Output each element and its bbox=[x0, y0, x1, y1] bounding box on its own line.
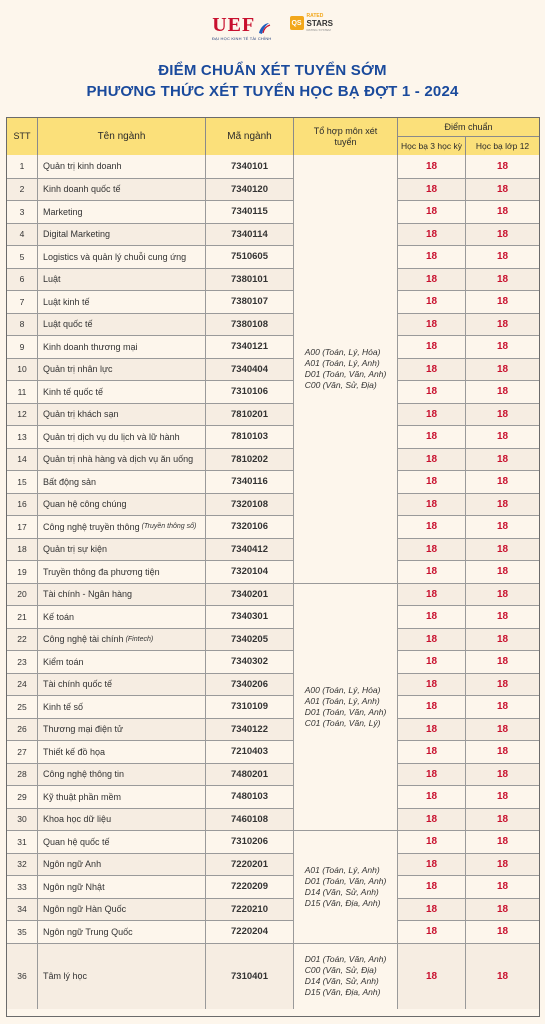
row-major-code: 7340121 bbox=[206, 336, 294, 358]
row-score-grade-12: 18 bbox=[496, 970, 509, 982]
row-major-name: Ngôn ngữ Nhật bbox=[38, 876, 206, 898]
row-major-code: 7310401 bbox=[206, 944, 294, 1009]
combo-line: D14 (Văn, Sử, Anh) bbox=[304, 886, 379, 897]
row-major-name: Ngôn ngữ Anh bbox=[38, 854, 206, 876]
row-major-name: Marketing bbox=[38, 201, 206, 223]
row-major-code: 7310109 bbox=[206, 696, 294, 718]
combo-line: A01 (Toán, Lý, Anh) bbox=[304, 695, 380, 706]
row-score-grade-12: 18 bbox=[496, 813, 509, 825]
row-score-grade-12: 18 bbox=[496, 678, 509, 690]
table-row bbox=[7, 493, 539, 516]
table-row bbox=[7, 830, 539, 853]
row-stt: 26 bbox=[7, 719, 38, 741]
row-stt: 13 bbox=[7, 426, 38, 448]
row-major-code: 7220201 bbox=[206, 854, 294, 876]
row-score-3-semesters: 18 bbox=[398, 269, 466, 291]
table-row bbox=[7, 853, 539, 876]
row-stt: 17 bbox=[7, 516, 38, 538]
row-stt: 16 bbox=[7, 494, 38, 516]
row-stt: 15 bbox=[7, 471, 38, 493]
combo-line: A00 (Toán, Lý, Hóa) bbox=[304, 684, 381, 695]
row-major-name: Digital Marketing bbox=[38, 224, 206, 246]
row-major-code: 7810202 bbox=[206, 449, 294, 471]
row-major-code: 7340101 bbox=[206, 155, 294, 178]
table-row bbox=[7, 403, 539, 426]
header-score: Điểm chuẩn bbox=[444, 121, 493, 132]
row-major-code: 7340412 bbox=[206, 539, 294, 561]
row-stt: 5 bbox=[7, 246, 38, 268]
row-score-grade-12: 18 bbox=[496, 228, 509, 240]
row-score-grade-12: 18 bbox=[496, 746, 509, 758]
row-major-code: 7340205 bbox=[206, 629, 294, 651]
row-stt: 28 bbox=[7, 764, 38, 786]
row-major-name: Thương mại điện tử bbox=[38, 719, 206, 741]
qs-stars-logo bbox=[290, 13, 334, 34]
row-score-grade-12: 18 bbox=[496, 903, 509, 915]
row-major-name: Kiểm toán bbox=[38, 651, 206, 673]
row-score-grade-12: 18 bbox=[496, 633, 509, 645]
row-score-3-semesters: 18 bbox=[398, 426, 466, 448]
row-score-grade-12: 18 bbox=[496, 926, 509, 938]
row-score-grade-12: 18 bbox=[496, 183, 509, 195]
row-major-code: 7340116 bbox=[206, 471, 294, 493]
row-score-3-semesters: 18 bbox=[398, 809, 466, 831]
row-major-name: Bất động sản bbox=[38, 471, 206, 493]
table-row bbox=[7, 808, 539, 831]
combo-line: C00 (Văn, Sử, Địa) bbox=[304, 379, 377, 390]
row-major-name: Kinh tế số bbox=[38, 696, 206, 718]
row-score-3-semesters: 18 bbox=[398, 696, 466, 718]
row-stt: 20 bbox=[7, 584, 38, 606]
row-major-code: 7340201 bbox=[206, 584, 294, 606]
table-row bbox=[7, 583, 539, 606]
row-major-code: 7220209 bbox=[206, 876, 294, 898]
table-row bbox=[7, 740, 539, 763]
row-stt: 29 bbox=[7, 786, 38, 808]
row-score-grade-12: 18 bbox=[496, 701, 509, 713]
table-row bbox=[7, 313, 539, 336]
row-major-name: Quản trị nhà hàng và dịch vụ ăn uống bbox=[38, 449, 206, 471]
row-stt: 14 bbox=[7, 449, 38, 471]
row-major-code: 7310206 bbox=[206, 831, 294, 853]
row-stt: 4 bbox=[7, 224, 38, 246]
table-row bbox=[7, 560, 539, 583]
table-row bbox=[7, 425, 539, 448]
table-row bbox=[7, 763, 539, 786]
row-stt: 22 bbox=[7, 629, 38, 651]
row-stt: 23 bbox=[7, 651, 38, 673]
row-major-name: Công nghệ thông tin bbox=[38, 764, 206, 786]
table-row bbox=[7, 898, 539, 921]
header-name: Tên ngành bbox=[38, 118, 206, 155]
row-score-grade-12: 18 bbox=[496, 160, 509, 172]
row-major-code: 7810103 bbox=[206, 426, 294, 448]
combo-group bbox=[294, 943, 398, 1009]
row-major-code: 7340301 bbox=[206, 606, 294, 628]
row-major-name: Quản trị khách sạn bbox=[38, 404, 206, 426]
row-major-code: 7320108 bbox=[206, 494, 294, 516]
qs-sub-label: RATING SYSTEM bbox=[306, 27, 331, 32]
header bbox=[0, 0, 545, 56]
row-stt: 21 bbox=[7, 606, 38, 628]
table-row bbox=[7, 290, 539, 313]
combo-line: A01 (Toán, Lý, Anh) bbox=[304, 864, 380, 875]
row-major-code: 7320104 bbox=[206, 561, 294, 583]
combo-line: D15 (Văn, Địa, Anh) bbox=[304, 987, 381, 997]
row-major-code: 7340120 bbox=[206, 179, 294, 201]
page-subtitle: PHƯƠNG THỨC XÉT TUYỂN HỌC BẠ ĐỢT 1 - 2024 bbox=[86, 83, 459, 100]
row-major-code: 7380101 bbox=[206, 269, 294, 291]
row-score-grade-12: 18 bbox=[496, 858, 509, 870]
row-major-name: Luật bbox=[38, 269, 206, 291]
row-major-code: 7380108 bbox=[206, 314, 294, 336]
row-major-name: Quan hệ quốc tế bbox=[38, 831, 206, 853]
table-row bbox=[7, 605, 539, 628]
row-major-name: Kinh doanh quốc tế bbox=[38, 179, 206, 201]
row-score-3-semesters: 18 bbox=[398, 561, 466, 583]
row-score-grade-12: 18 bbox=[496, 768, 509, 780]
row-score-3-semesters: 18 bbox=[398, 674, 466, 696]
table-row bbox=[7, 380, 539, 403]
row-score-grade-12: 18 bbox=[496, 251, 509, 263]
row-score-3-semesters: 18 bbox=[398, 764, 466, 786]
row-score-grade-12: 18 bbox=[496, 408, 509, 420]
row-major-code: 7340122 bbox=[206, 719, 294, 741]
row-score-grade-12: 18 bbox=[496, 543, 509, 555]
combo-line: C00 (Văn, Sử, Địa) bbox=[304, 965, 377, 975]
row-major-name: Kế toán bbox=[38, 606, 206, 628]
row-score-grade-12: 18 bbox=[496, 206, 509, 218]
page-title: ĐIỂM CHUẨN XÉT TUYỂN SỚM bbox=[158, 62, 387, 79]
qs-stars-label: STARS bbox=[306, 18, 334, 28]
row-major-note: (Fintech) bbox=[125, 635, 154, 643]
row-major-name: Ngôn ngữ Trung Quốc bbox=[38, 921, 206, 943]
row-stt: 10 bbox=[7, 359, 38, 381]
row-score-grade-12: 18 bbox=[496, 791, 509, 803]
row-major-name: Công nghệ tài chính (Fintech) bbox=[38, 629, 206, 651]
row-score-grade-12: 18 bbox=[496, 341, 509, 353]
header-score-grade-12: Học bạ lớp 12 bbox=[475, 140, 530, 151]
row-major-name: Kinh tế quốc tế bbox=[38, 381, 206, 403]
row-stt: 8 bbox=[7, 314, 38, 336]
row-major-name: Kỹ thuật phần mềm bbox=[38, 786, 206, 808]
row-major-code: 7210403 bbox=[206, 741, 294, 763]
header-code: Mã ngành bbox=[206, 118, 294, 155]
qs-badge: QS bbox=[290, 16, 304, 30]
row-major-name: Tâm lý học bbox=[38, 944, 206, 1009]
table-header bbox=[7, 118, 539, 155]
row-major-name: Công nghệ truyền thông (Truyền thông số) bbox=[38, 516, 206, 538]
row-score-3-semesters: 18 bbox=[398, 606, 466, 628]
row-stt: 9 bbox=[7, 336, 38, 358]
row-major-code: 7220210 bbox=[206, 899, 294, 921]
row-score-3-semesters: 18 bbox=[398, 831, 466, 853]
row-major-code: 7810201 bbox=[206, 404, 294, 426]
row-major-code: 7480103 bbox=[206, 786, 294, 808]
row-score-grade-12: 18 bbox=[496, 588, 509, 600]
row-score-3-semesters: 18 bbox=[398, 719, 466, 741]
row-stt: 33 bbox=[7, 876, 38, 898]
row-score-grade-12: 18 bbox=[496, 363, 509, 375]
row-score-grade-12: 18 bbox=[496, 453, 509, 465]
row-score-3-semesters: 18 bbox=[398, 876, 466, 898]
row-major-name: Quan hệ công chúng bbox=[38, 494, 206, 516]
row-score-3-semesters: 18 bbox=[398, 291, 466, 313]
row-score-3-semesters: 18 bbox=[398, 155, 466, 178]
table-row bbox=[7, 268, 539, 291]
row-score-grade-12: 18 bbox=[496, 386, 509, 398]
row-score-3-semesters: 18 bbox=[398, 359, 466, 381]
row-stt: 1 bbox=[7, 155, 38, 178]
score-table bbox=[6, 117, 540, 1017]
combo-group bbox=[294, 155, 398, 583]
row-major-note: (Truyền thông số) bbox=[141, 523, 197, 531]
row-major-code: 7380107 bbox=[206, 291, 294, 313]
row-score-3-semesters: 18 bbox=[398, 381, 466, 403]
uef-logo bbox=[212, 15, 272, 41]
row-major-code: 7340404 bbox=[206, 359, 294, 381]
row-stt: 11 bbox=[7, 381, 38, 403]
table-row bbox=[7, 673, 539, 696]
uef-logo-text: UEF bbox=[212, 14, 256, 36]
row-major-code: 7480201 bbox=[206, 764, 294, 786]
combo-group bbox=[294, 830, 398, 943]
combo-line: D01 (Toán, Văn, Anh) bbox=[304, 706, 387, 717]
table-row bbox=[7, 470, 539, 493]
table-row bbox=[7, 785, 539, 808]
row-score-3-semesters: 18 bbox=[398, 921, 466, 943]
table-row bbox=[7, 875, 539, 898]
table-row bbox=[7, 695, 539, 718]
row-score-3-semesters: 18 bbox=[398, 741, 466, 763]
combo-line: D14 (Văn, Sử, Anh) bbox=[304, 976, 379, 986]
combo-line: C01 (Toán, Văn, Lý) bbox=[304, 717, 381, 728]
table-row bbox=[7, 223, 539, 246]
row-score-3-semesters: 18 bbox=[398, 246, 466, 268]
row-major-name: Khoa học dữ liệu bbox=[38, 809, 206, 831]
table-row bbox=[7, 538, 539, 561]
row-score-grade-12: 18 bbox=[496, 296, 509, 308]
row-score-grade-12: 18 bbox=[496, 273, 509, 285]
combo-line: D01 (Toán, Văn, Anh) bbox=[304, 875, 387, 886]
row-major-name: Quản trị sự kiện bbox=[38, 539, 206, 561]
table-row bbox=[7, 515, 539, 538]
row-major-name: Tài chính - Ngân hàng bbox=[38, 584, 206, 606]
row-major-name: Quản trị nhân lực bbox=[38, 359, 206, 381]
row-stt: 34 bbox=[7, 899, 38, 921]
header-combo: Tổ hợp môn xét tuyển bbox=[294, 118, 398, 155]
header-score-3-semesters: Học bạ 3 học kỳ bbox=[398, 137, 466, 155]
row-score-3-semesters: 18 bbox=[398, 651, 466, 673]
row-major-name: Truyền thông đa phương tiện bbox=[38, 561, 206, 583]
row-major-code: 7510605 bbox=[206, 246, 294, 268]
row-score-grade-12: 18 bbox=[496, 318, 509, 330]
row-score-3-semesters: 18 bbox=[398, 314, 466, 336]
table-row bbox=[7, 448, 539, 471]
qs-rated-label: RATED bbox=[306, 12, 324, 19]
row-score-3-semesters: 18 bbox=[398, 494, 466, 516]
row-major-name: Quản trị kinh doanh bbox=[38, 155, 206, 178]
table-row bbox=[7, 358, 539, 381]
row-score-3-semesters: 18 bbox=[398, 584, 466, 606]
row-score-3-semesters: 18 bbox=[398, 224, 466, 246]
row-score-grade-12: 18 bbox=[496, 656, 509, 668]
row-stt: 30 bbox=[7, 809, 38, 831]
row-major-code: 7310106 bbox=[206, 381, 294, 403]
combo-line: D01 (Toán, Văn, Anh) bbox=[304, 368, 387, 379]
row-major-code: 7220204 bbox=[206, 921, 294, 943]
row-stt: 25 bbox=[7, 696, 38, 718]
row-major-code: 7460108 bbox=[206, 809, 294, 831]
combo-line: A01 (Toán, Lý, Anh) bbox=[304, 357, 380, 368]
row-major-code: 7340115 bbox=[206, 201, 294, 223]
table-row bbox=[7, 200, 539, 223]
row-stt: 35 bbox=[7, 921, 38, 943]
table-row bbox=[7, 155, 539, 178]
row-stt: 2 bbox=[7, 179, 38, 201]
row-stt: 18 bbox=[7, 539, 38, 561]
row-score-grade-12: 18 bbox=[496, 431, 509, 443]
row-score-3-semesters: 18 bbox=[398, 899, 466, 921]
row-score-3-semesters: 18 bbox=[398, 201, 466, 223]
row-score-3-semesters: 18 bbox=[398, 786, 466, 808]
row-score-3-semesters: 18 bbox=[398, 471, 466, 493]
row-major-name: Luật kinh tế bbox=[38, 291, 206, 313]
uef-swirl-icon bbox=[257, 21, 271, 35]
combo-line: A00 (Toán, Lý, Hóa) bbox=[304, 346, 381, 357]
row-score-grade-12: 18 bbox=[496, 476, 509, 488]
combo-line: D15 (Văn, Địa, Anh) bbox=[304, 897, 381, 908]
table-row bbox=[7, 245, 539, 268]
row-score-grade-12: 18 bbox=[496, 521, 509, 533]
row-major-name: Thiết kế đồ họa bbox=[38, 741, 206, 763]
row-stt: 19 bbox=[7, 561, 38, 583]
row-major-code: 7340114 bbox=[206, 224, 294, 246]
table-row bbox=[7, 920, 539, 943]
row-major-code: 7320106 bbox=[206, 516, 294, 538]
combo-line: D01 (Toán, Văn, Anh) bbox=[304, 954, 387, 964]
row-score-3-semesters: 18 bbox=[398, 944, 466, 1009]
row-score-3-semesters: 18 bbox=[398, 179, 466, 201]
row-score-3-semesters: 18 bbox=[398, 539, 466, 561]
row-score-grade-12: 18 bbox=[496, 611, 509, 623]
row-major-name: Ngôn ngữ Hàn Quốc bbox=[38, 899, 206, 921]
row-score-grade-12: 18 bbox=[496, 723, 509, 735]
row-stt: 36 bbox=[7, 944, 38, 1009]
row-major-name: Kinh doanh thương mại bbox=[38, 336, 206, 358]
row-score-grade-12: 18 bbox=[496, 566, 509, 578]
row-stt: 3 bbox=[7, 201, 38, 223]
row-stt: 31 bbox=[7, 831, 38, 853]
table-row bbox=[7, 335, 539, 358]
uef-logo-subtitle: ĐẠI HỌC KINH TẾ TÀI CHÍNH bbox=[211, 36, 272, 41]
row-major-name: Luật quốc tế bbox=[38, 314, 206, 336]
table-row bbox=[7, 718, 539, 741]
row-score-grade-12: 18 bbox=[496, 836, 509, 848]
row-score-3-semesters: 18 bbox=[398, 854, 466, 876]
row-stt: 12 bbox=[7, 404, 38, 426]
row-major-name: Logistics và quản lý chuỗi cung ứng bbox=[38, 246, 206, 268]
row-stt: 7 bbox=[7, 291, 38, 313]
row-score-3-semesters: 18 bbox=[398, 629, 466, 651]
row-stt: 24 bbox=[7, 674, 38, 696]
row-score-grade-12: 18 bbox=[496, 498, 509, 510]
row-major-code: 7340302 bbox=[206, 651, 294, 673]
table-row bbox=[7, 628, 539, 651]
header-stt: STT bbox=[7, 118, 38, 155]
row-stt: 32 bbox=[7, 854, 38, 876]
row-stt: 6 bbox=[7, 269, 38, 291]
row-score-3-semesters: 18 bbox=[398, 516, 466, 538]
table-row bbox=[7, 650, 539, 673]
table-row bbox=[7, 178, 539, 201]
row-major-name: Quản trị dịch vụ du lịch và lữ hành bbox=[38, 426, 206, 448]
row-score-3-semesters: 18 bbox=[398, 336, 466, 358]
row-stt: 27 bbox=[7, 741, 38, 763]
row-major-code: 7340206 bbox=[206, 674, 294, 696]
row-score-3-semesters: 18 bbox=[398, 404, 466, 426]
row-score-3-semesters: 18 bbox=[398, 449, 466, 471]
row-score-grade-12: 18 bbox=[496, 881, 509, 893]
table-row bbox=[7, 943, 539, 1009]
row-major-name: Tài chính quốc tế bbox=[38, 674, 206, 696]
combo-group bbox=[294, 583, 398, 831]
